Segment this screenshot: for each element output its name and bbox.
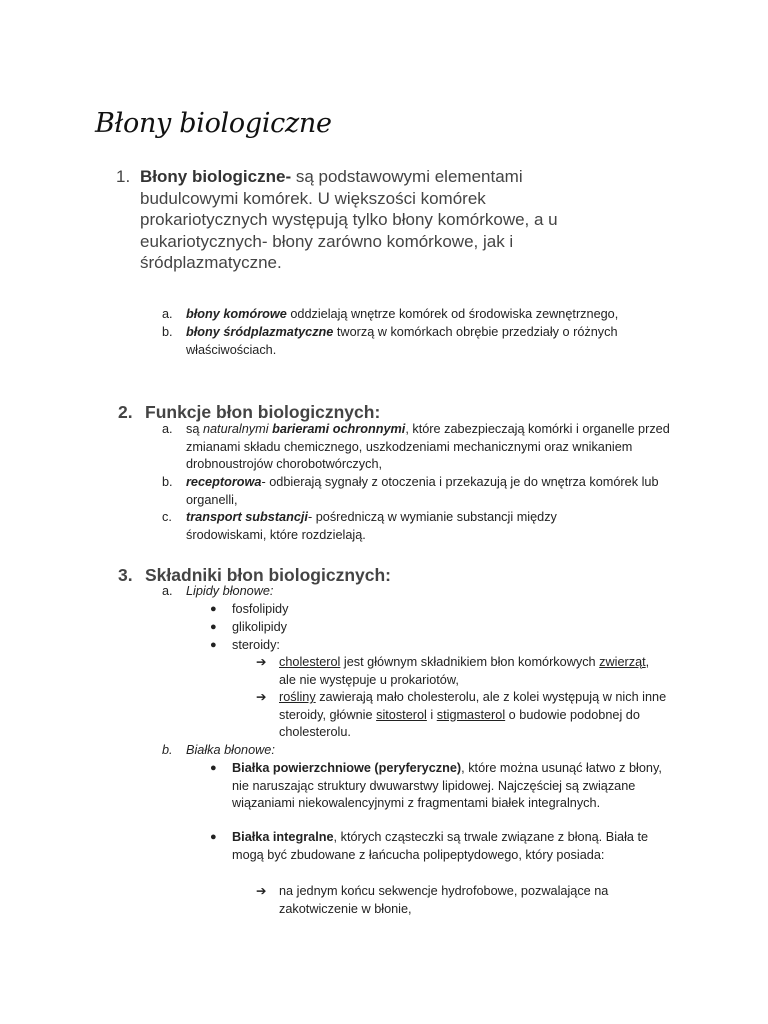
bullet-item xyxy=(210,619,288,637)
underlined-term: rośliny xyxy=(279,690,316,704)
bullet-item xyxy=(210,637,280,655)
bullet-bold: Białka powierzchniowe (peryferyczne) xyxy=(232,761,462,775)
item-marker: a. xyxy=(162,422,173,436)
underlined-term: sitosterol xyxy=(376,707,427,722)
item-marker: b. xyxy=(162,743,173,757)
bullet-text: fosfolipidy xyxy=(232,602,289,616)
arrow-text: o budowie podobnej do cholesterolu. xyxy=(279,707,640,739)
bullet-item xyxy=(210,760,677,813)
section-2-item-b xyxy=(162,474,676,509)
arrow-text: i xyxy=(426,707,437,722)
arrow-text: zawierają mało cholesterolu, ale z kolei występują w nich inne steroidy, głównie xyxy=(279,690,667,722)
bullet-icon: ● xyxy=(210,621,217,633)
item-marker: b. xyxy=(162,475,173,489)
item-label: Białka błonowe: xyxy=(186,743,275,757)
arrow-item xyxy=(256,654,669,689)
item-marker: b. xyxy=(162,325,173,339)
item-text: oddzielają wnętrze komórek od środowiska zewnętrznego, xyxy=(286,307,619,321)
item-text: - pośredniczą w wymianie substancji między środowiskami, które rozdzielają. xyxy=(186,510,557,542)
item-marker: a. xyxy=(162,307,173,321)
section-3-item-b xyxy=(162,742,275,760)
section-3-item-a xyxy=(162,583,274,601)
item-italic: naturalnymi xyxy=(202,422,269,436)
item-bold: receptorowa xyxy=(186,475,262,489)
item-bold: błony śródplazmatyczne xyxy=(186,325,334,339)
arrow-text: na jednym końcu sekwencje hydrofobowe, pozwalające na zakotwiczenie w błonie, xyxy=(279,884,609,916)
bullet-icon: ● xyxy=(210,762,217,774)
item-marker: a. xyxy=(162,584,173,598)
section-2-item-a xyxy=(162,421,676,474)
bullet-bold: Białka integralne xyxy=(232,830,334,844)
arrow-icon: ➔ xyxy=(256,690,267,704)
section-1-bold: Błony biologiczne- xyxy=(140,167,292,186)
section-2-heading xyxy=(118,402,381,423)
section-1-text: są podstawowymi elementami budulcowymi komórek. U większości komórek prokariotycznych występują tylko błony komórkowe, a u eukariotycznych- błony zarówno komórkowe, jak i śródplazmatyczne. xyxy=(140,167,558,272)
item-marker: c. xyxy=(162,510,172,524)
arrow-item xyxy=(256,883,659,918)
section-2-heading-text: Funkcje błon biologicznych: xyxy=(145,402,381,422)
page-title: Błony biologiczne xyxy=(95,108,332,139)
underlined-term: cholesterol xyxy=(279,655,341,669)
underlined-term: stigmasterol xyxy=(436,707,506,722)
section-1-item-a xyxy=(162,306,686,324)
bullet-item xyxy=(210,601,289,619)
section-3-heading-text: Składniki błon biologicznych: xyxy=(145,565,391,585)
item-bold: transport substancji xyxy=(186,510,308,524)
bullet-icon: ● xyxy=(210,831,217,843)
bullet-icon: ● xyxy=(210,603,217,615)
item-pre: są xyxy=(186,422,203,436)
section-1-item-b xyxy=(162,324,676,359)
item-bold: barierami ochronnymi xyxy=(272,422,406,436)
bullet-text: glikolipidy xyxy=(232,620,288,634)
section-2-item-c xyxy=(162,509,636,544)
arrow-icon: ➔ xyxy=(256,884,267,898)
item-text: - odbierają sygnały z otoczenia i przekazują je do wnętrza komórek lub organelli, xyxy=(186,475,659,507)
bullet-text: , które można usunąć łatwo z błony, nie naruszając struktury dwuwarstwy lipidowej. Najczęściej są związane wiązaniami niekowalencyjnymi z fragmentami białek integralnych. xyxy=(232,761,662,810)
item-text: , które zabezpieczają komórki i organelle przed zmianami składu chemicznego, uszkodzeniami mechanicznymi oraz wnikaniem drobnoustrojów chorobotwórczych, xyxy=(186,422,670,471)
section-1 xyxy=(116,166,600,274)
bullet-icon: ● xyxy=(210,639,217,651)
arrow-text: jest głównym składnikiem błon komórkowych xyxy=(340,655,600,669)
bullet-text: steroidy: xyxy=(232,638,280,652)
section-1-number: 1. xyxy=(116,167,131,186)
arrow-text: , ale nie występuje u prokariotów, xyxy=(279,655,650,687)
arrow-icon: ➔ xyxy=(256,655,267,669)
arrow-item xyxy=(256,689,669,742)
bullet-item xyxy=(210,829,662,864)
item-bold: błony komórowe xyxy=(186,307,287,321)
section-3-number: 3. xyxy=(118,565,133,585)
underlined-term: zwierząt xyxy=(599,655,646,669)
section-2-number: 2. xyxy=(118,402,133,422)
item-label: Lipidy błonowe: xyxy=(186,584,274,598)
item-text: tworzą w komórkach obrębie przedziały o różnych właściwościach. xyxy=(186,325,618,357)
bullet-text: , których cząsteczki są trwale związane z błoną. Biała te mogą być zbudowane z łańcucha polipeptydowego, który posiada: xyxy=(232,830,649,862)
